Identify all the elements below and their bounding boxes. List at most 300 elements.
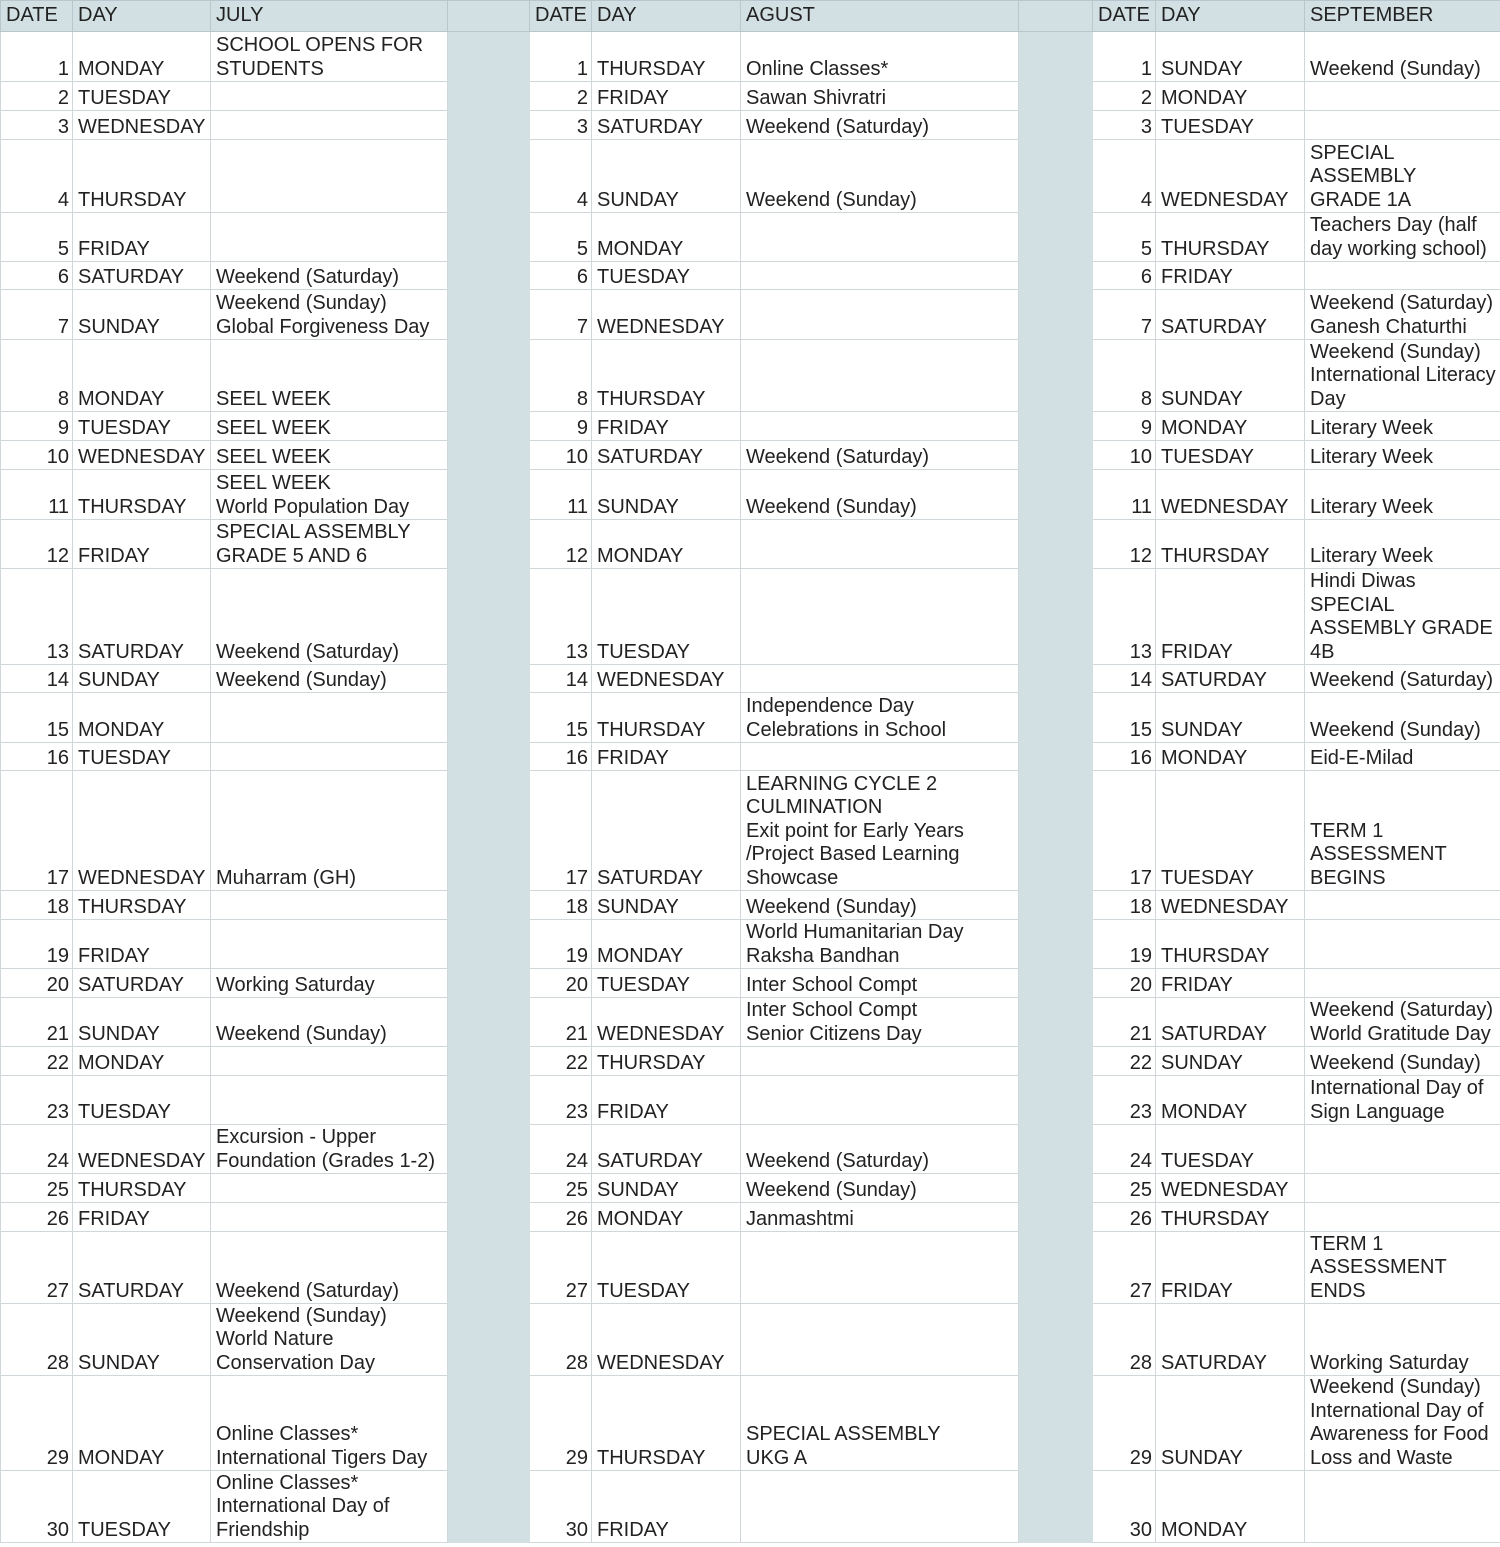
august-event-cell: [741, 340, 1019, 412]
september-day-cell: MONDAY: [1156, 82, 1305, 111]
august-day-cell: THURSDAY: [592, 32, 741, 82]
july-event-cell: [211, 213, 448, 262]
column-separator: [448, 1, 530, 32]
august-event-cell: Inter School Compt Senior Citizens Day: [741, 998, 1019, 1047]
august-day-cell: MONDAY: [592, 520, 741, 569]
august-date-cell: 21: [530, 998, 592, 1047]
september-event-cell: Weekend (Sunday) International Literacy Day: [1305, 340, 1500, 412]
august-event-cell: [741, 665, 1019, 693]
september-date-cell: 27: [1093, 1232, 1156, 1304]
july-day-cell: FRIDAY: [73, 1203, 211, 1232]
table-row: [1, 470, 1500, 520]
header-date-july: DATE: [1, 1, 73, 32]
july-event-cell: Online Classes* International Day of Friendship: [211, 1471, 448, 1543]
table-row: [1, 1047, 1500, 1076]
august-date-cell: 15: [530, 693, 592, 743]
column-separator: [1019, 1232, 1093, 1304]
column-separator: [1019, 140, 1093, 213]
august-day-cell: MONDAY: [592, 1203, 741, 1232]
column-separator: [448, 441, 530, 470]
july-event-cell: SEEL WEEK: [211, 340, 448, 412]
column-separator: [1019, 1047, 1093, 1076]
september-event-cell: Literary Week: [1305, 470, 1500, 520]
header-month-august: AGUST: [741, 1, 1019, 32]
september-day-cell: SATURDAY: [1156, 1304, 1305, 1376]
july-day-cell: MONDAY: [73, 1047, 211, 1076]
september-event-cell: [1305, 262, 1500, 290]
august-event-cell: [741, 743, 1019, 771]
september-day-cell: WEDNESDAY: [1156, 1174, 1305, 1203]
august-date-cell: 23: [530, 1076, 592, 1125]
header-month-september: SEPTEMBER: [1305, 1, 1500, 32]
column-separator: [1019, 693, 1093, 743]
september-date-cell: 7: [1093, 290, 1156, 340]
august-day-cell: TUESDAY: [592, 1232, 741, 1304]
column-separator: [1019, 520, 1093, 569]
july-day-cell: FRIDAY: [73, 920, 211, 969]
august-date-cell: 26: [530, 1203, 592, 1232]
july-event-cell: Working Saturday: [211, 969, 448, 998]
july-day-cell: MONDAY: [73, 340, 211, 412]
september-date-cell: 22: [1093, 1047, 1156, 1076]
august-event-cell: Weekend (Sunday): [741, 891, 1019, 920]
august-event-cell: [741, 290, 1019, 340]
column-separator: [1019, 665, 1093, 693]
september-date-cell: 12: [1093, 520, 1156, 569]
column-separator: [448, 665, 530, 693]
august-day-cell: SUNDAY: [592, 140, 741, 213]
september-date-cell: 28: [1093, 1304, 1156, 1376]
august-date-cell: 29: [530, 1376, 592, 1471]
september-event-cell: Weekend (Saturday) World Gratitude Day: [1305, 998, 1500, 1047]
table-row: [1, 1232, 1500, 1304]
table-row: [1, 891, 1500, 920]
july-date-cell: 6: [1, 262, 73, 290]
july-event-cell: Weekend (Sunday): [211, 665, 448, 693]
column-separator: [1019, 1174, 1093, 1203]
column-separator: [448, 1125, 530, 1174]
july-event-cell: SEEL WEEK: [211, 412, 448, 441]
july-date-cell: 21: [1, 998, 73, 1047]
july-event-cell: Weekend (Sunday): [211, 998, 448, 1047]
september-event-cell: [1305, 1471, 1500, 1543]
july-date-cell: 19: [1, 920, 73, 969]
august-event-cell: LEARNING CYCLE 2 CULMINATION Exit point for Early Years /Project Based Learning Showcase: [741, 771, 1019, 891]
july-event-cell: SPECIAL ASSEMBLY GRADE 5 AND 6: [211, 520, 448, 569]
august-date-cell: 30: [530, 1471, 592, 1543]
september-day-cell: THURSDAY: [1156, 520, 1305, 569]
july-event-cell: [211, 1174, 448, 1203]
july-day-cell: SATURDAY: [73, 262, 211, 290]
column-separator: [448, 412, 530, 441]
july-date-cell: 9: [1, 412, 73, 441]
september-event-cell: Eid-E-Milad: [1305, 743, 1500, 771]
september-day-cell: SATURDAY: [1156, 998, 1305, 1047]
august-event-cell: [741, 1471, 1019, 1543]
table-row: [1, 340, 1500, 412]
august-event-cell: Janmashtmi: [741, 1203, 1019, 1232]
column-separator: [1019, 1471, 1093, 1543]
column-separator: [1019, 969, 1093, 998]
july-event-cell: [211, 1076, 448, 1125]
september-event-cell: Literary Week: [1305, 412, 1500, 441]
september-day-cell: WEDNESDAY: [1156, 470, 1305, 520]
august-day-cell: FRIDAY: [592, 412, 741, 441]
july-event-cell: Weekend (Saturday): [211, 569, 448, 665]
august-day-cell: FRIDAY: [592, 743, 741, 771]
table-row: [1, 213, 1500, 262]
column-separator: [1019, 111, 1093, 140]
august-event-cell: [741, 262, 1019, 290]
july-date-cell: 25: [1, 1174, 73, 1203]
july-day-cell: THURSDAY: [73, 140, 211, 213]
column-separator: [448, 1047, 530, 1076]
column-separator: [448, 771, 530, 891]
august-date-cell: 6: [530, 262, 592, 290]
column-separator: [448, 140, 530, 213]
august-event-cell: [741, 412, 1019, 441]
july-day-cell: FRIDAY: [73, 520, 211, 569]
august-day-cell: FRIDAY: [592, 1076, 741, 1125]
september-day-cell: FRIDAY: [1156, 569, 1305, 665]
august-event-cell: [741, 213, 1019, 262]
august-event-cell: Inter School Compt: [741, 969, 1019, 998]
july-date-cell: 28: [1, 1304, 73, 1376]
august-date-cell: 12: [530, 520, 592, 569]
july-date-cell: 12: [1, 520, 73, 569]
july-day-cell: TUESDAY: [73, 1076, 211, 1125]
header-date-august: DATE: [530, 1, 592, 32]
september-date-cell: 21: [1093, 998, 1156, 1047]
column-separator: [1019, 441, 1093, 470]
august-event-cell: [741, 569, 1019, 665]
column-separator: [448, 1471, 530, 1543]
september-day-cell: FRIDAY: [1156, 1232, 1305, 1304]
august-date-cell: 14: [530, 665, 592, 693]
column-separator: [448, 693, 530, 743]
july-event-cell: [211, 82, 448, 111]
header-date-september: DATE: [1093, 1, 1156, 32]
september-date-cell: 13: [1093, 569, 1156, 665]
column-separator: [1019, 32, 1093, 82]
column-separator: [1019, 920, 1093, 969]
september-date-cell: 20: [1093, 969, 1156, 998]
september-day-cell: TUESDAY: [1156, 111, 1305, 140]
july-event-cell: SEEL WEEK World Population Day: [211, 470, 448, 520]
header-month-july: JULY: [211, 1, 448, 32]
september-event-cell: Weekend (Sunday): [1305, 693, 1500, 743]
column-separator: [448, 340, 530, 412]
august-event-cell: Online Classes*: [741, 32, 1019, 82]
september-event-cell: International Day of Sign Language: [1305, 1076, 1500, 1125]
september-day-cell: WEDNESDAY: [1156, 140, 1305, 213]
july-date-cell: 22: [1, 1047, 73, 1076]
july-event-cell: [211, 1203, 448, 1232]
july-day-cell: SATURDAY: [73, 569, 211, 665]
august-day-cell: TUESDAY: [592, 569, 741, 665]
july-day-cell: MONDAY: [73, 693, 211, 743]
column-separator: [448, 213, 530, 262]
august-event-cell: Weekend (Saturday): [741, 111, 1019, 140]
column-separator: [448, 920, 530, 969]
september-date-cell: 29: [1093, 1376, 1156, 1471]
september-event-cell: Weekend (Saturday) Ganesh Chaturthi: [1305, 290, 1500, 340]
july-date-cell: 29: [1, 1376, 73, 1471]
table-row: [1, 743, 1500, 771]
july-day-cell: WEDNESDAY: [73, 441, 211, 470]
july-date-cell: 27: [1, 1232, 73, 1304]
september-date-cell: 2: [1093, 82, 1156, 111]
august-event-cell: [741, 1076, 1019, 1125]
august-date-cell: 18: [530, 891, 592, 920]
table-row: [1, 693, 1500, 743]
table-row: [1, 569, 1500, 665]
september-event-cell: TERM 1 ASSESSMENT ENDS: [1305, 1232, 1500, 1304]
september-date-cell: 16: [1093, 743, 1156, 771]
july-date-cell: 23: [1, 1076, 73, 1125]
column-separator: [448, 1076, 530, 1125]
september-date-cell: 11: [1093, 470, 1156, 520]
august-event-cell: SPECIAL ASSEMBLY UKG A: [741, 1376, 1019, 1471]
july-date-cell: 30: [1, 1471, 73, 1543]
september-day-cell: SATURDAY: [1156, 290, 1305, 340]
august-event-cell: Weekend (Saturday): [741, 1125, 1019, 1174]
september-date-cell: 5: [1093, 213, 1156, 262]
september-day-cell: SUNDAY: [1156, 1047, 1305, 1076]
august-date-cell: 8: [530, 340, 592, 412]
september-event-cell: [1305, 1203, 1500, 1232]
column-separator: [1019, 470, 1093, 520]
august-date-cell: 10: [530, 441, 592, 470]
september-day-cell: MONDAY: [1156, 1471, 1305, 1543]
july-event-cell: Muharram (GH): [211, 771, 448, 891]
column-separator: [1019, 262, 1093, 290]
july-day-cell: TUESDAY: [73, 412, 211, 441]
header-day-august: DAY: [592, 1, 741, 32]
september-date-cell: 18: [1093, 891, 1156, 920]
september-event-cell: TERM 1 ASSESSMENT BEGINS: [1305, 771, 1500, 891]
column-separator: [1019, 1, 1093, 32]
july-event-cell: [211, 920, 448, 969]
september-date-cell: 23: [1093, 1076, 1156, 1125]
september-day-cell: THURSDAY: [1156, 1203, 1305, 1232]
july-event-cell: SCHOOL OPENS FOR STUDENTS: [211, 32, 448, 82]
table-row: [1, 1203, 1500, 1232]
august-date-cell: 11: [530, 470, 592, 520]
table-row: [1, 520, 1500, 569]
july-event-cell: Weekend (Saturday): [211, 1232, 448, 1304]
september-day-cell: SATURDAY: [1156, 665, 1305, 693]
september-event-cell: Literary Week: [1305, 520, 1500, 569]
july-date-cell: 20: [1, 969, 73, 998]
september-date-cell: 19: [1093, 920, 1156, 969]
september-date-cell: 15: [1093, 693, 1156, 743]
table-row: [1, 140, 1500, 213]
july-date-cell: 2: [1, 82, 73, 111]
july-date-cell: 4: [1, 140, 73, 213]
august-date-cell: 13: [530, 569, 592, 665]
august-date-cell: 3: [530, 111, 592, 140]
column-separator: [448, 1203, 530, 1232]
table-row: [1, 998, 1500, 1047]
september-date-cell: 14: [1093, 665, 1156, 693]
september-event-cell: [1305, 920, 1500, 969]
july-event-cell: [211, 891, 448, 920]
july-date-cell: 14: [1, 665, 73, 693]
table-row: [1, 1125, 1500, 1174]
august-date-cell: 17: [530, 771, 592, 891]
july-date-cell: 8: [1, 340, 73, 412]
august-event-cell: [741, 1232, 1019, 1304]
july-date-cell: 16: [1, 743, 73, 771]
july-day-cell: SUNDAY: [73, 665, 211, 693]
column-separator: [1019, 771, 1093, 891]
table-row: [1, 1076, 1500, 1125]
column-separator: [448, 1304, 530, 1376]
september-day-cell: SUNDAY: [1156, 340, 1305, 412]
july-day-cell: WEDNESDAY: [73, 1125, 211, 1174]
september-date-cell: 30: [1093, 1471, 1156, 1543]
column-separator: [448, 1174, 530, 1203]
july-date-cell: 13: [1, 569, 73, 665]
july-date-cell: 17: [1, 771, 73, 891]
july-date-cell: 10: [1, 441, 73, 470]
july-event-cell: [211, 743, 448, 771]
august-event-cell: [741, 1304, 1019, 1376]
august-event-cell: Weekend (Saturday): [741, 441, 1019, 470]
august-event-cell: Weekend (Sunday): [741, 470, 1019, 520]
july-day-cell: THURSDAY: [73, 470, 211, 520]
august-event-cell: [741, 1047, 1019, 1076]
column-separator: [1019, 412, 1093, 441]
september-event-cell: [1305, 1125, 1500, 1174]
august-day-cell: THURSDAY: [592, 1376, 741, 1471]
july-event-cell: [211, 111, 448, 140]
august-date-cell: 7: [530, 290, 592, 340]
august-date-cell: 24: [530, 1125, 592, 1174]
column-separator: [1019, 743, 1093, 771]
header-day-july: DAY: [73, 1, 211, 32]
calendar-body: [1, 1, 1500, 1543]
july-date-cell: 1: [1, 32, 73, 82]
august-day-cell: SUNDAY: [592, 470, 741, 520]
september-day-cell: MONDAY: [1156, 1076, 1305, 1125]
july-date-cell: 24: [1, 1125, 73, 1174]
august-date-cell: 9: [530, 412, 592, 441]
september-event-cell: Weekend (Sunday): [1305, 32, 1500, 82]
august-event-cell: Independence Day Celebrations in School: [741, 693, 1019, 743]
column-separator: [1019, 569, 1093, 665]
july-event-cell: Weekend (Sunday) Global Forgiveness Day: [211, 290, 448, 340]
july-day-cell: SATURDAY: [73, 1232, 211, 1304]
september-event-cell: Weekend (Sunday): [1305, 1047, 1500, 1076]
august-event-cell: [741, 520, 1019, 569]
july-date-cell: 15: [1, 693, 73, 743]
august-date-cell: 28: [530, 1304, 592, 1376]
july-date-cell: 7: [1, 290, 73, 340]
september-day-cell: TUESDAY: [1156, 771, 1305, 891]
september-date-cell: 25: [1093, 1174, 1156, 1203]
column-separator: [448, 969, 530, 998]
september-event-cell: Teachers Day (half day working school): [1305, 213, 1500, 262]
july-day-cell: MONDAY: [73, 32, 211, 82]
august-day-cell: TUESDAY: [592, 262, 741, 290]
july-date-cell: 26: [1, 1203, 73, 1232]
august-day-cell: SUNDAY: [592, 891, 741, 920]
july-day-cell: TUESDAY: [73, 743, 211, 771]
july-day-cell: TUESDAY: [73, 1471, 211, 1543]
column-separator: [1019, 1125, 1093, 1174]
august-date-cell: 16: [530, 743, 592, 771]
august-date-cell: 1: [530, 32, 592, 82]
august-day-cell: FRIDAY: [592, 1471, 741, 1543]
table-row: [1, 1471, 1500, 1543]
column-separator: [448, 1376, 530, 1471]
july-event-cell: [211, 1047, 448, 1076]
table-row: [1, 290, 1500, 340]
table-row: [1, 920, 1500, 969]
august-date-cell: 27: [530, 1232, 592, 1304]
september-event-cell: [1305, 891, 1500, 920]
september-event-cell: [1305, 82, 1500, 111]
july-day-cell: THURSDAY: [73, 891, 211, 920]
august-date-cell: 5: [530, 213, 592, 262]
august-day-cell: WEDNESDAY: [592, 290, 741, 340]
table-row: [1, 82, 1500, 111]
column-separator: [448, 998, 530, 1047]
august-day-cell: FRIDAY: [592, 82, 741, 111]
september-date-cell: 3: [1093, 111, 1156, 140]
column-separator: [1019, 82, 1093, 111]
column-separator: [448, 470, 530, 520]
september-day-cell: SUNDAY: [1156, 32, 1305, 82]
august-day-cell: SATURDAY: [592, 111, 741, 140]
september-day-cell: FRIDAY: [1156, 969, 1305, 998]
september-date-cell: 6: [1093, 262, 1156, 290]
july-day-cell: SUNDAY: [73, 998, 211, 1047]
table-row: [1, 412, 1500, 441]
table-row: [1, 1376, 1500, 1471]
table-row: [1, 1174, 1500, 1203]
table-row: [1, 969, 1500, 998]
table-row: [1, 32, 1500, 82]
july-date-cell: 11: [1, 470, 73, 520]
august-day-cell: SATURDAY: [592, 1125, 741, 1174]
july-event-cell: Excursion - Upper Foundation (Grades 1-2): [211, 1125, 448, 1174]
table-row: [1, 262, 1500, 290]
august-day-cell: WEDNESDAY: [592, 1304, 741, 1376]
column-separator: [448, 743, 530, 771]
september-day-cell: FRIDAY: [1156, 262, 1305, 290]
july-event-cell: Weekend (Saturday): [211, 262, 448, 290]
column-separator: [1019, 998, 1093, 1047]
september-day-cell: THURSDAY: [1156, 920, 1305, 969]
column-separator: [448, 520, 530, 569]
august-day-cell: THURSDAY: [592, 693, 741, 743]
september-event-cell: [1305, 969, 1500, 998]
column-separator: [448, 32, 530, 82]
column-separator: [1019, 1076, 1093, 1125]
september-date-cell: 26: [1093, 1203, 1156, 1232]
column-separator: [1019, 1203, 1093, 1232]
column-separator: [1019, 213, 1093, 262]
table-row: [1, 771, 1500, 891]
table-row: [1, 1304, 1500, 1376]
august-day-cell: WEDNESDAY: [592, 998, 741, 1047]
august-day-cell: MONDAY: [592, 213, 741, 262]
july-event-cell: Weekend (Sunday) World Nature Conservation Day: [211, 1304, 448, 1376]
august-day-cell: TUESDAY: [592, 969, 741, 998]
